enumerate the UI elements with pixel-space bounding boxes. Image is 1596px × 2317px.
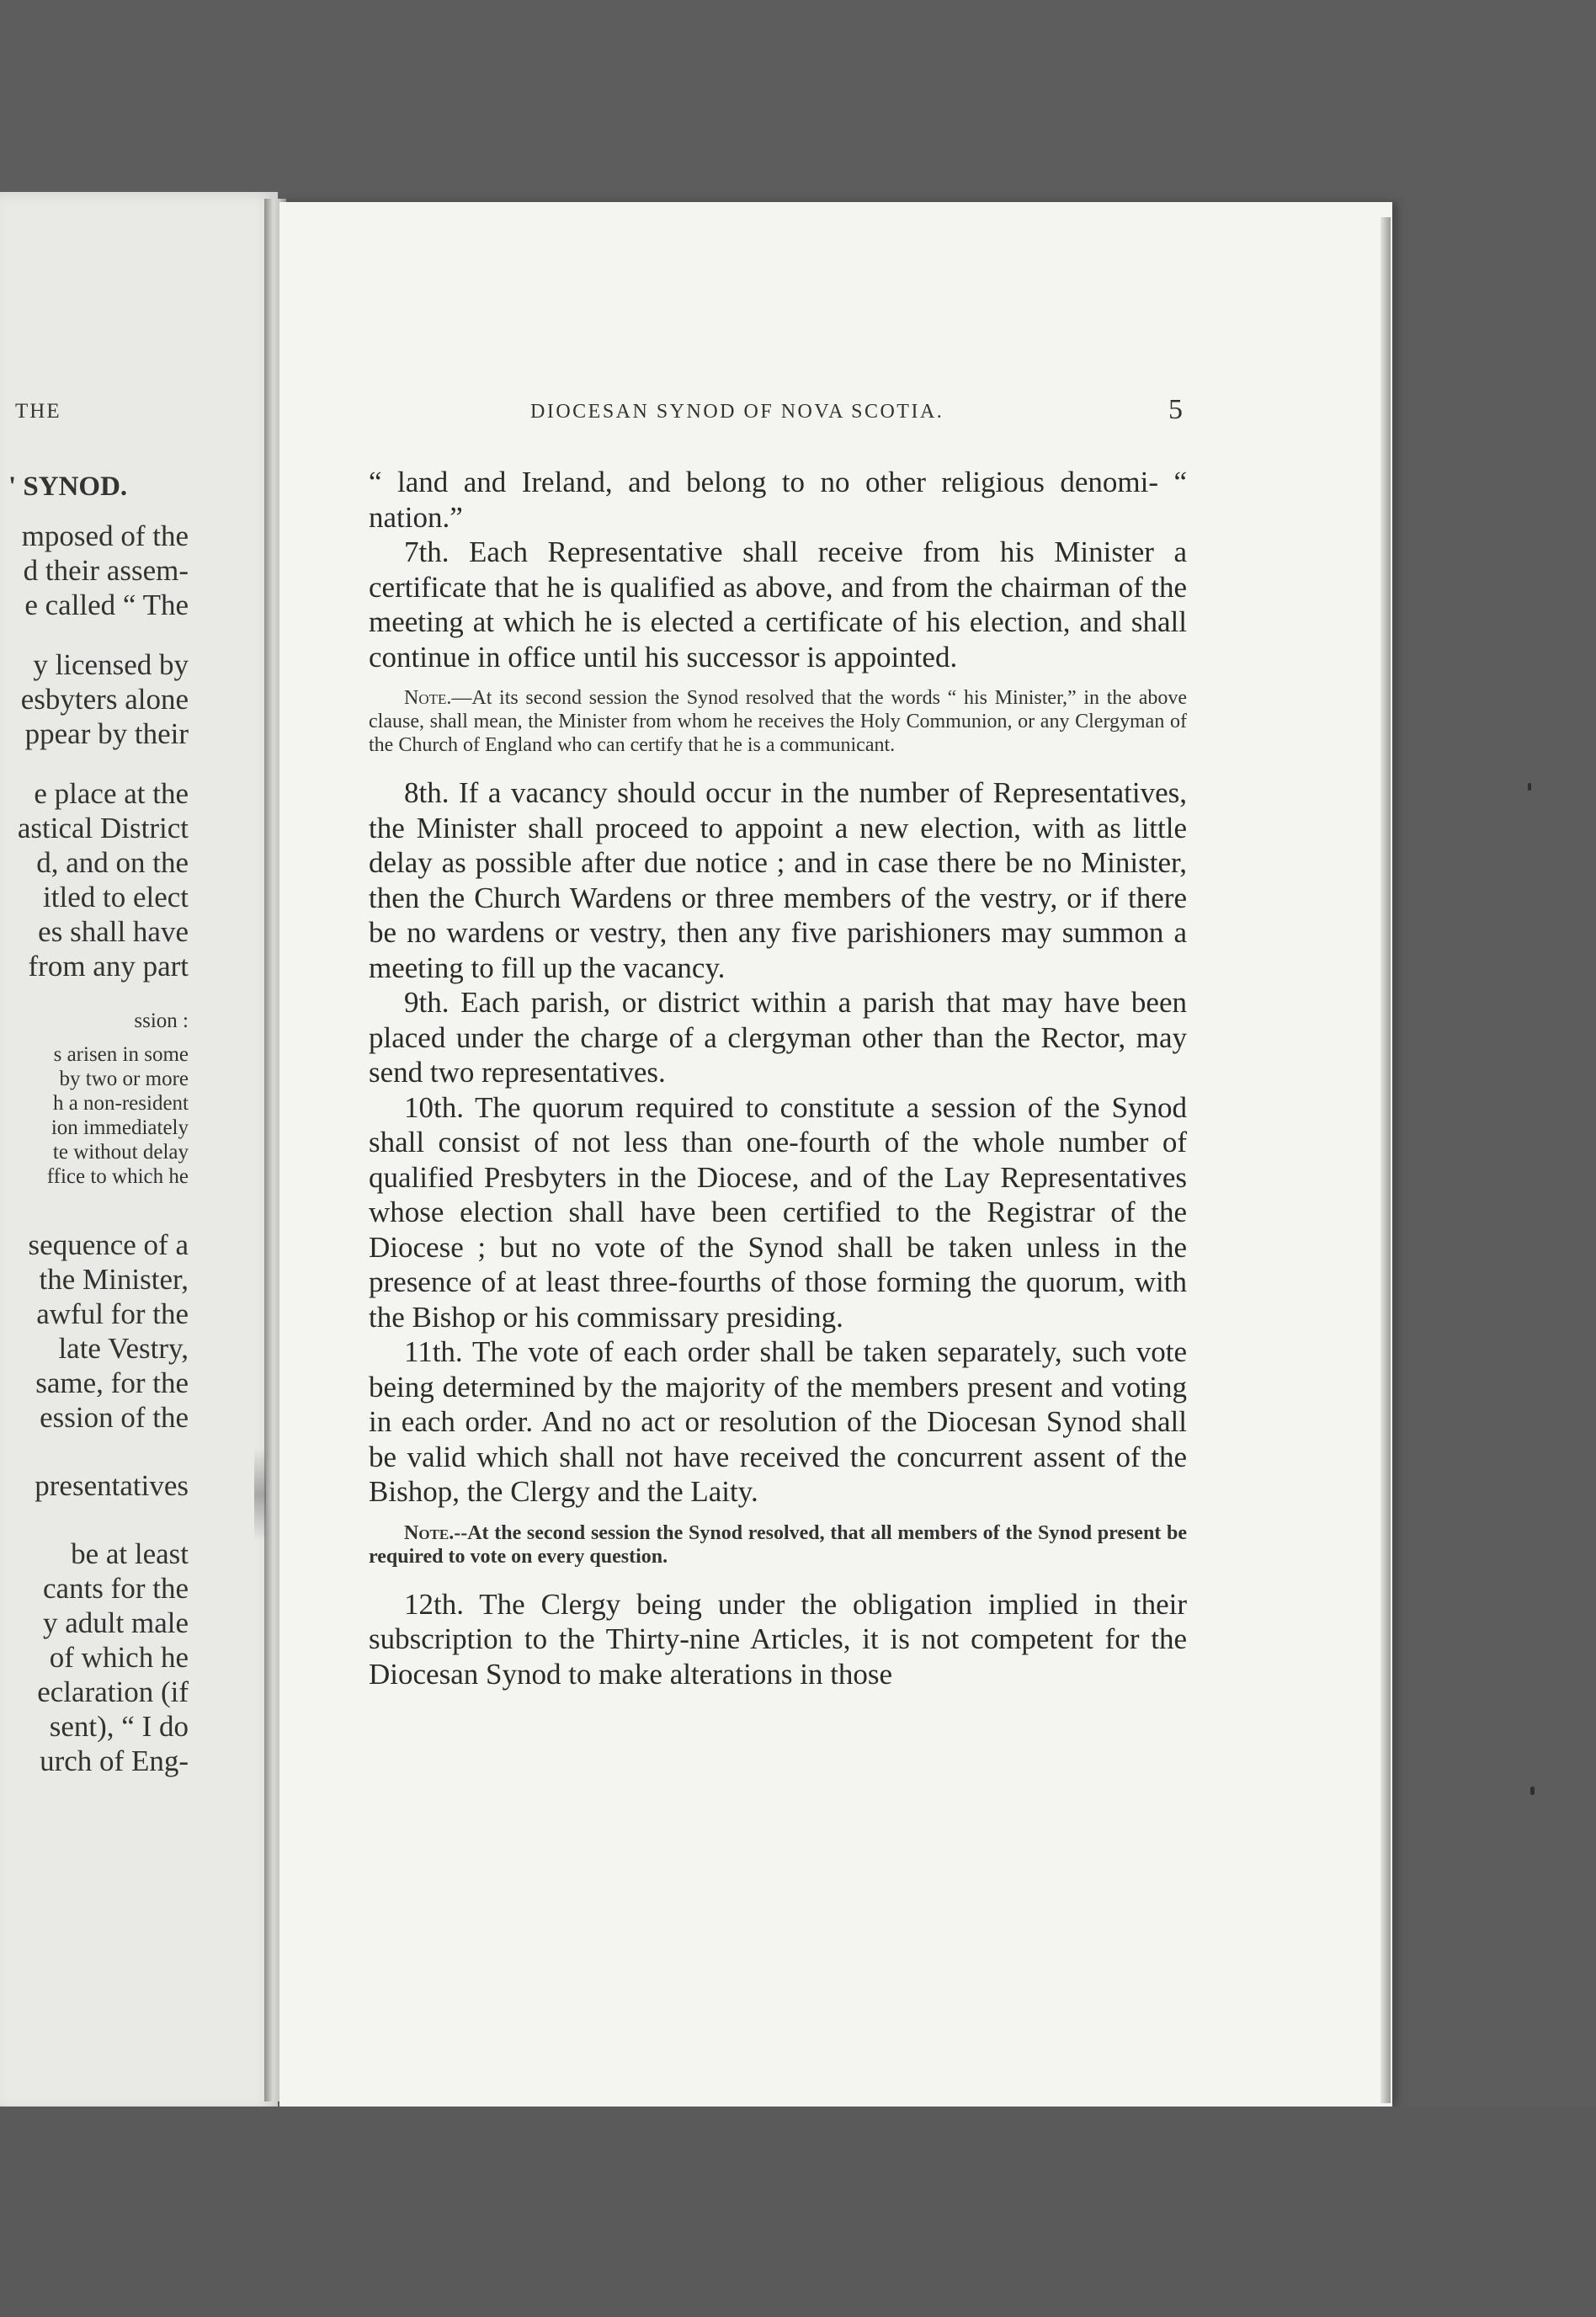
left-page-line: by two or more bbox=[59, 1068, 189, 1090]
article-12th: 12th. The Clergy being under the obligation implied in their subscription to the Thirty-nine Articles, it is not competent for the Diocesan Synod to make alterations in those bbox=[369, 1587, 1187, 1691]
left-page-line: itled to elect bbox=[43, 881, 189, 913]
left-page-line: cants for the bbox=[43, 1572, 189, 1605]
left-page-line: from any part bbox=[28, 950, 189, 983]
page-body bbox=[369, 465, 1187, 1691]
article-11th: 11th. The vote of each order shall be taken separately, such vote being determined by the majority of the members present and voting in each order. And no act or resolution of the Diocesan Synod shall be valid which shall not have received the concurrent assent of the Bishop, the Clergy and the Laity. bbox=[369, 1335, 1187, 1508]
left-page-line: awful for the bbox=[36, 1297, 189, 1330]
left-page-line: be at least bbox=[71, 1537, 189, 1570]
note-label: Note. bbox=[404, 687, 452, 709]
left-page-line: y licensed by bbox=[33, 648, 189, 681]
dust-speck bbox=[1530, 1787, 1535, 1795]
left-page-line: astical District bbox=[17, 812, 189, 844]
page-edge-shadow bbox=[1381, 217, 1391, 2103]
left-page-line: d, and on the bbox=[36, 846, 189, 879]
note-label: Note. bbox=[404, 1521, 455, 1544]
left-page-line: sequence of a bbox=[28, 1228, 189, 1261]
article-7th: 7th. Each Representative shall receive from his Minister a certificate that he is qualified as above, and from the chairman of the meeting at which he is elected a certificate of his election, and shall continue in office until his successor is appointed. bbox=[369, 535, 1187, 674]
left-page-line: urch of Eng- bbox=[40, 1744, 189, 1777]
left-page-line: esbyters alone bbox=[20, 683, 189, 716]
left-page-line: late Vestry, bbox=[58, 1332, 189, 1365]
left-page-text bbox=[0, 192, 278, 2112]
left-page-line: s arisen in some bbox=[53, 1043, 189, 1066]
left-page-line: ion immediately bbox=[51, 1116, 189, 1139]
note-his-minister bbox=[369, 686, 1187, 757]
left-page-line: ssion : bbox=[134, 1009, 189, 1032]
article-8th: 8th. If a vacancy should occur in the number of Representatives, the Minister shall proceed to appoint a new election, with as little delay as possible after due notice ; and in case there be no Minister, then the Church Wardens or three members of the vestry, or if there be no wardens or vestry, then any five parishioners may summon a meeting to fill up the vacancy. bbox=[369, 776, 1187, 984]
left-page-line: eclaration (if bbox=[37, 1675, 189, 1708]
left-page-line: ppear by their bbox=[24, 717, 189, 750]
note-voting bbox=[369, 1521, 1187, 1569]
left-page-line: h a non-resident bbox=[52, 1092, 189, 1115]
article-10th: 10th. The quorum required to constitute a session of the Synod shall consist of not less than one-fourth of the whole number of qualified Presbyters in the Diocese, and of the Lay Representatives whose election shall have been certified to the Registrar of the Diocese ; but no vote of the Synod shall be taken unless in the presence of at least three-fourths of those forming the quorum, with the Bishop or his commissary presiding. bbox=[369, 1090, 1187, 1334]
left-page-line: d their assem- bbox=[23, 554, 189, 587]
dust-speck bbox=[1528, 783, 1531, 791]
left-running-header: THE bbox=[15, 400, 61, 423]
left-page-line: e called “ The bbox=[24, 589, 189, 621]
left-page-line: ession of the bbox=[40, 1401, 189, 1434]
running-header: DIOCESAN SYNOD OF NOVA SCOTIA. bbox=[530, 401, 944, 423]
opening-paragraph: “ land and Ireland, and belong to no other religious denomi- “ nation.” bbox=[369, 466, 1187, 534]
left-page-line: y adult male bbox=[42, 1606, 189, 1639]
left-page-line: e place at the bbox=[34, 777, 189, 810]
gutter-mark bbox=[254, 1448, 266, 1541]
left-page-line: sent), “ I do bbox=[49, 1710, 189, 1743]
left-page-line: of which he bbox=[49, 1641, 189, 1674]
note-text: —At its second session the Synod resolved that the words “ his Minister,” in the above clause, shall mean, the Minister from whom he receives the Holy Communion, or any Clergyman of the Church of England who can certify that he is a communicant. bbox=[369, 687, 1187, 756]
left-page-line: te without delay bbox=[52, 1141, 189, 1164]
left-page-line: mposed of the bbox=[21, 519, 189, 552]
left-page bbox=[0, 192, 278, 2112]
note-text: --At the second session the Synod resolved, that all members of the Synod present be required to vote on every question. bbox=[369, 1521, 1187, 1568]
left-page-line: same, for the bbox=[35, 1366, 189, 1399]
left-page-line: presentatives bbox=[35, 1469, 189, 1502]
scan-background bbox=[0, 2107, 1596, 2317]
left-page-line: es shall have bbox=[38, 915, 189, 948]
left-page-line: ffice to which he bbox=[46, 1165, 189, 1188]
left-page-line: the Minister, bbox=[39, 1263, 189, 1296]
left-page-line: ' SYNOD. bbox=[8, 471, 128, 502]
page-number: 5 bbox=[1168, 394, 1183, 425]
article-9th: 9th. Each parish, or district within a parish that may have been placed under the charge of a clergyman other than the Rector, may send two representatives. bbox=[369, 986, 1187, 1089]
